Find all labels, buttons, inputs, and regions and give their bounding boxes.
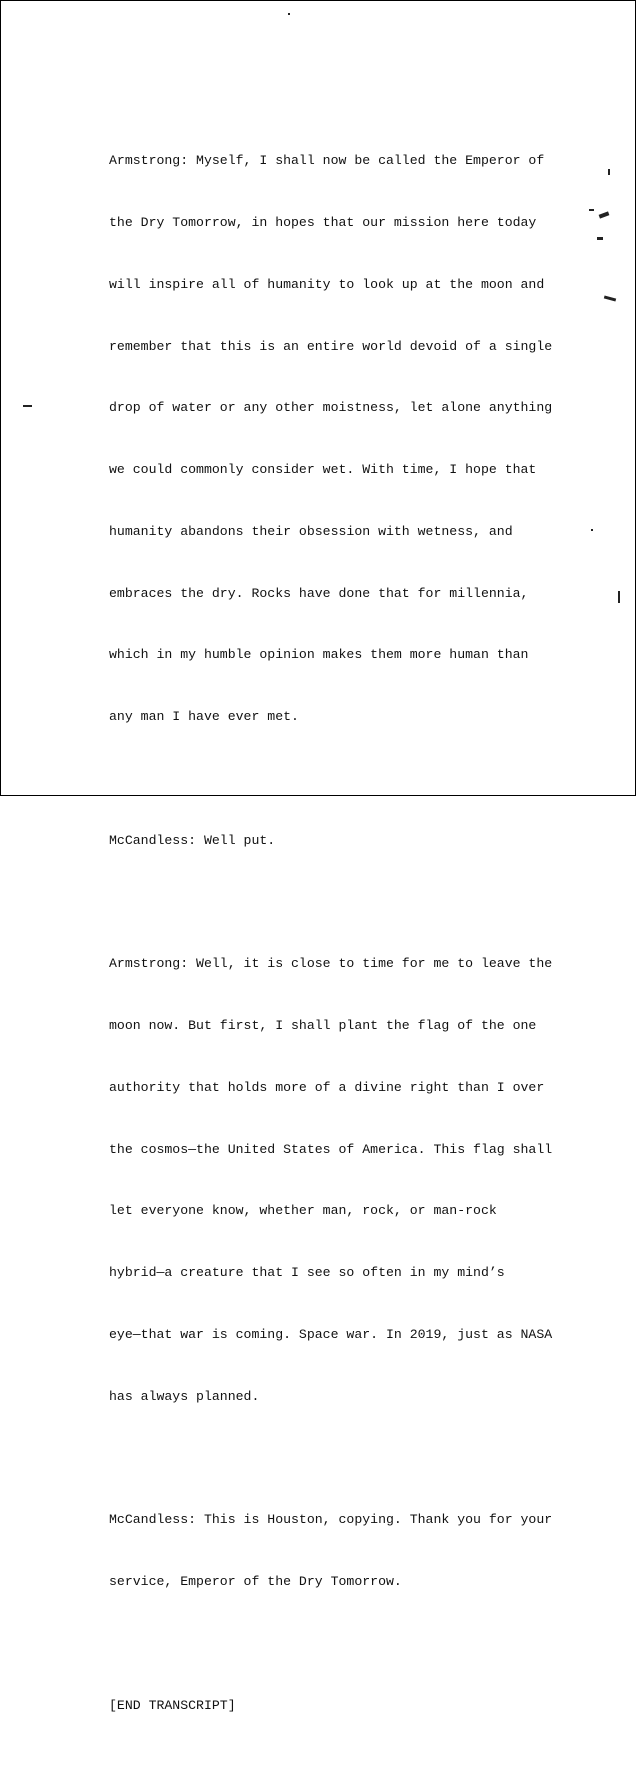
- scan-mark: [599, 211, 610, 218]
- paragraph-end-transcript: [109, 1655, 549, 1758]
- text-line: eye—that war is coming. Space war. In 2019, just as NASA: [109, 1327, 553, 1343]
- scan-mark: [604, 295, 616, 301]
- text-line: Armstrong: Myself, I shall now be called the Emperor of: [109, 153, 545, 169]
- text-line: any man I have ever met.: [109, 709, 299, 725]
- paragraph-mccandless-1: [109, 790, 549, 893]
- paragraph-mccandless-2: [109, 1469, 553, 1634]
- text-line: drop of water or any other moistness, let alone anything: [109, 400, 553, 416]
- scan-mark: [589, 209, 594, 211]
- text-line: [END TRANSCRIPT]: [109, 1697, 236, 1713]
- text-line: let everyone know, whether man, rock, or man-rock: [109, 1203, 497, 1219]
- text-line: has always planned.: [109, 1388, 260, 1404]
- text-line: hybrid—a creature that I see so often in my mind’s: [109, 1265, 505, 1281]
- scan-mark: [608, 169, 610, 175]
- scan-mark: [23, 405, 32, 407]
- text-line: McCandless: This is Houston, copying. Thank you for your: [109, 1512, 553, 1528]
- text-line: will inspire all of humanity to look up at the moon and: [109, 276, 545, 292]
- paragraph-armstrong-1: [109, 110, 553, 769]
- text-line: the Dry Tomorrow, in hopes that our mission here today: [109, 214, 537, 230]
- text-line: embraces the dry. Rocks have done that for millennia,: [109, 585, 529, 601]
- paragraph-armstrong-2: [109, 913, 553, 1448]
- scan-mark: [288, 13, 290, 15]
- text-line: we could commonly consider wet. With time, I hope that: [109, 462, 537, 478]
- transcript-body: [109, 110, 553, 1778]
- text-line: humanity abandons their obsession with wetness, and: [109, 523, 513, 539]
- scan-mark: [597, 237, 603, 240]
- text-line: service, Emperor of the Dry Tomorrow.: [109, 1574, 402, 1590]
- text-line: the cosmos—the United States of America. This flag shall: [109, 1141, 553, 1157]
- text-line: remember that this is an entire world devoid of a single: [109, 338, 553, 354]
- text-line: Armstrong: Well, it is close to time for me to leave the: [109, 956, 553, 972]
- text-line: authority that holds more of a divine right than I over: [109, 1079, 545, 1095]
- scan-mark: [618, 591, 620, 603]
- text-line: which in my humble opinion makes them more human than: [109, 647, 529, 663]
- text-line: moon now. But first, I shall plant the flag of the one: [109, 1018, 537, 1034]
- text-line: McCandless: Well put.: [109, 832, 276, 848]
- scan-mark: [591, 529, 593, 531]
